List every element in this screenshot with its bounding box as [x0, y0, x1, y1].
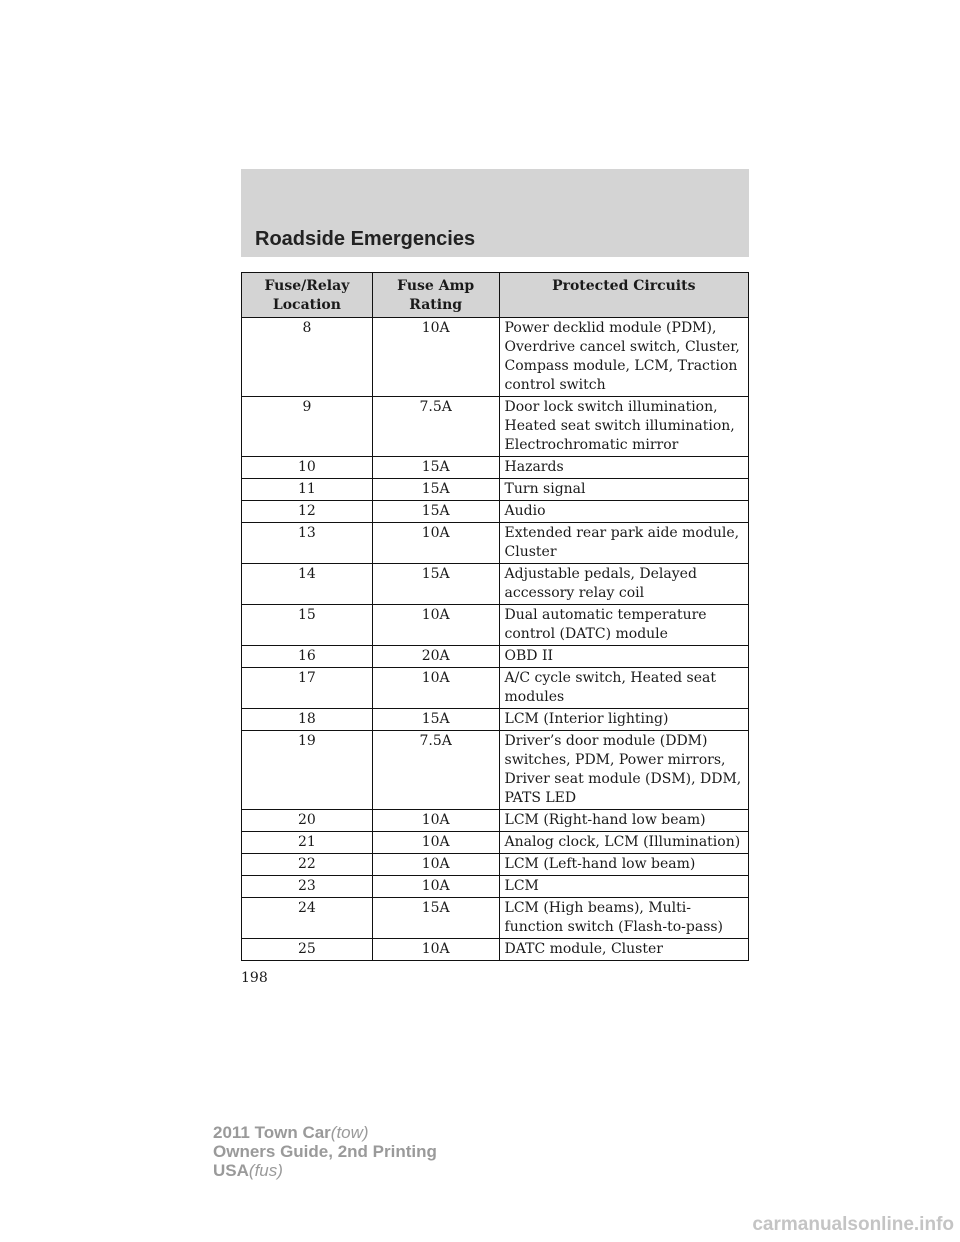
- watermark: carmanualsonline.info: [752, 1214, 954, 1235]
- protected-circuits-cell: LCM (Interior lighting): [499, 709, 748, 731]
- table-row: [242, 832, 749, 854]
- table-header-row: [242, 273, 749, 318]
- protected-circuits-cell: LCM (High beams), Multi-function switch (Flash-to-pass): [499, 898, 748, 939]
- fuse-location-cell: 20: [242, 810, 373, 832]
- fuse-rating-cell: 15A: [372, 709, 499, 731]
- footer-line-1: [213, 1123, 437, 1142]
- protected-circuits-cell: OBD II: [499, 646, 748, 668]
- fuse-rating-cell: 7.5A: [372, 397, 499, 457]
- fuse-location-cell: 13: [242, 523, 373, 564]
- fuse-location-cell: 9: [242, 397, 373, 457]
- protected-circuits-cell: Dual automatic temperature control (DATC) module: [499, 605, 748, 646]
- table-row: [242, 939, 749, 961]
- fuse-rating-cell: 10A: [372, 318, 499, 397]
- footer-line-2: Owners Guide, 2nd Printing: [213, 1142, 437, 1161]
- column-header-circuits: Protected Circuits: [499, 273, 748, 318]
- fuse-rating-cell: 15A: [372, 501, 499, 523]
- table-row: [242, 709, 749, 731]
- protected-circuits-cell: A/C cycle switch, Heated seat modules: [499, 668, 748, 709]
- table-row: [242, 668, 749, 709]
- fuse-rating-cell: 15A: [372, 479, 499, 501]
- fuse-location-cell: 17: [242, 668, 373, 709]
- fuse-location-cell: 12: [242, 501, 373, 523]
- fuse-location-cell: 21: [242, 832, 373, 854]
- fuse-rating-cell: 10A: [372, 832, 499, 854]
- table-row: [242, 523, 749, 564]
- fuse-location-cell: 18: [242, 709, 373, 731]
- protected-circuits-cell: Extended rear park aide module, Cluster: [499, 523, 748, 564]
- fuse-rating-cell: 10A: [372, 854, 499, 876]
- table-row: [242, 876, 749, 898]
- fuse-rating-cell: 10A: [372, 605, 499, 646]
- protected-circuits-cell: Driver’s door module (DDM) switches, PDM, Power mirrors, Driver seat module (DSM), DDM, PATS LED: [499, 731, 748, 810]
- fuse-rating-cell: 15A: [372, 457, 499, 479]
- table-row: [242, 501, 749, 523]
- fuse-table-body: [242, 318, 749, 961]
- fuse-rating-cell: 15A: [372, 564, 499, 605]
- protected-circuits-cell: LCM: [499, 876, 748, 898]
- table-row: [242, 731, 749, 810]
- fuse-location-cell: 23: [242, 876, 373, 898]
- footer-model: 2011 Town Car: [213, 1123, 331, 1142]
- page-number: 198: [241, 970, 268, 986]
- protected-circuits-cell: DATC module, Cluster: [499, 939, 748, 961]
- table-row: [242, 605, 749, 646]
- table-row: [242, 457, 749, 479]
- protected-circuits-cell: Turn signal: [499, 479, 748, 501]
- fuse-location-cell: 14: [242, 564, 373, 605]
- protected-circuits-cell: Analog clock, LCM (Illumination): [499, 832, 748, 854]
- table-row: [242, 479, 749, 501]
- column-header-location: Fuse/Relay Location: [242, 273, 373, 318]
- footer-line-3: [213, 1161, 437, 1180]
- protected-circuits-cell: LCM (Right-hand low beam): [499, 810, 748, 832]
- protected-circuits-cell: LCM (Left-hand low beam): [499, 854, 748, 876]
- fuse-location-cell: 15: [242, 605, 373, 646]
- fuse-rating-cell: 7.5A: [372, 731, 499, 810]
- protected-circuits-cell: Door lock switch illumination, Heated seat switch illumination, Electrochromatic mirror: [499, 397, 748, 457]
- fuse-location-cell: 10: [242, 457, 373, 479]
- fuse-location-cell: 19: [242, 731, 373, 810]
- section-title: Roadside Emergencies: [255, 228, 476, 250]
- fuse-location-cell: 22: [242, 854, 373, 876]
- fuse-rating-cell: 10A: [372, 668, 499, 709]
- table-row: [242, 318, 749, 397]
- table-row: [242, 898, 749, 939]
- protected-circuits-cell: Adjustable pedals, Delayed accessory relay coil: [499, 564, 748, 605]
- footer-market-code: (fus): [248, 1161, 283, 1180]
- fuse-location-cell: 25: [242, 939, 373, 961]
- fuse-location-cell: 24: [242, 898, 373, 939]
- column-header-rating: Fuse Amp Rating: [372, 273, 499, 318]
- fuse-rating-cell: 20A: [372, 646, 499, 668]
- table-row: [242, 810, 749, 832]
- table-row: [242, 854, 749, 876]
- fuse-location-cell: 8: [242, 318, 373, 397]
- fuse-rating-cell: 10A: [372, 810, 499, 832]
- footer-model-code: (tow): [330, 1123, 369, 1142]
- fuse-location-cell: 16: [242, 646, 373, 668]
- footer-market: USA: [213, 1161, 249, 1180]
- fuse-rating-cell: 10A: [372, 939, 499, 961]
- table-row: [242, 646, 749, 668]
- fuse-rating-cell: 15A: [372, 898, 499, 939]
- fuse-location-cell: 11: [242, 479, 373, 501]
- fuse-rating-cell: 10A: [372, 523, 499, 564]
- table-row: [242, 397, 749, 457]
- protected-circuits-cell: Hazards: [499, 457, 748, 479]
- fuse-table: [241, 272, 749, 961]
- protected-circuits-cell: Audio: [499, 501, 748, 523]
- fuse-rating-cell: 10A: [372, 876, 499, 898]
- table-row: [242, 564, 749, 605]
- protected-circuits-cell: Power decklid module (PDM), Overdrive cancel switch, Cluster, Compass module, LCM, Traction control switch: [499, 318, 748, 397]
- footer-imprint: [213, 1123, 437, 1180]
